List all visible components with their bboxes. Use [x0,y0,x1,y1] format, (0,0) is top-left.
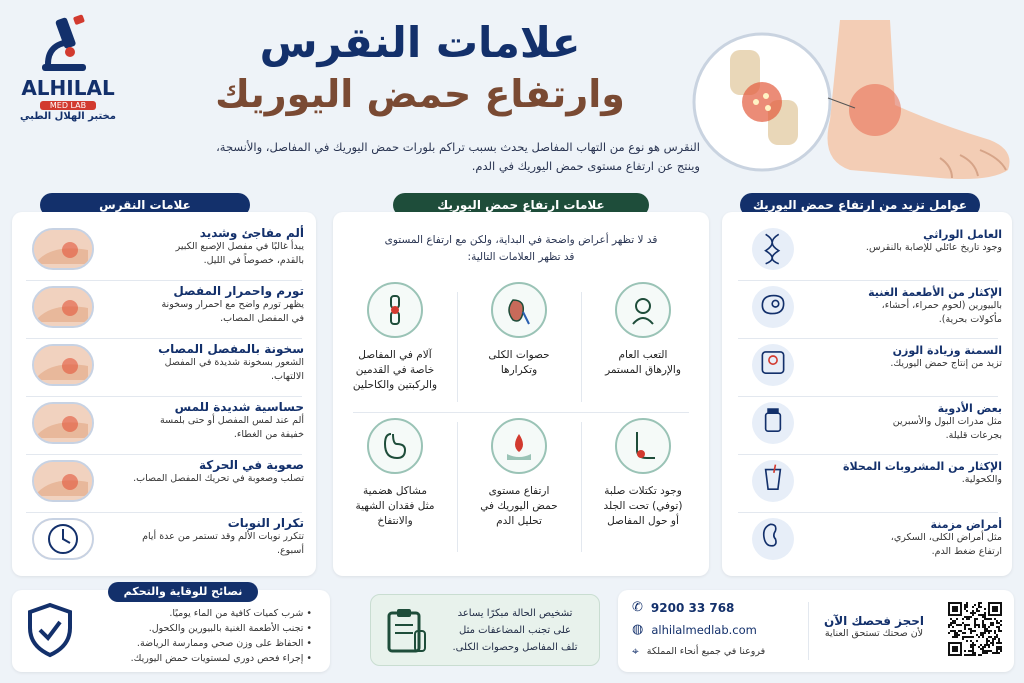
sign-item [581,282,705,412]
website-link[interactable]: alhilalmedlab.com [651,622,757,637]
factor-title: أمراض مزمنة [930,518,1002,531]
factor-desc: تزيد من إنتاج حمض اليوريك. [890,358,1002,369]
logo-sub: MED LAB [40,101,96,110]
factor-item [722,280,1012,336]
symptom-title: حساسية شديدة للمس [174,400,304,414]
microscope-logo-icon [18,14,118,76]
symptom-item [12,224,316,278]
phone-icon: ✆ [632,600,643,615]
intro-text [60,138,700,176]
fatigue-icon [615,282,671,338]
factor-title: السمنة وزيادة الوزن [892,344,1002,357]
signs-card [333,212,709,576]
symptom-title: سخونة بالمفصل المصاب [158,342,304,356]
factor-title: العامل الوراثي [923,228,1002,241]
sign-item [333,418,457,548]
location-pin-icon: ⌖ [632,644,639,658]
drink-icon [752,460,794,502]
factor-item [722,512,1012,568]
diagnosis-line-1: تشخيص الحالة مبكرًا يساعد [457,608,573,619]
clock-icon [32,518,94,560]
symptom-item [12,398,316,452]
logo-arabic: مختبر الهلال الطبي [20,111,116,122]
symptom-desc: يبدأ غالبًا في مفصل الإصبع الكبير [175,241,304,252]
prevention-item: • إجراء فحص دوري لمستويات حمض اليوريك. [130,653,312,664]
factor-title: الإكثار من الأطعمة الغنية [868,286,1002,299]
phone-row[interactable] [632,600,734,615]
sign-label: خاصة في القدمين [355,364,435,376]
sign-label: حمض اليوريك في [480,500,558,512]
symptom-item [12,456,316,510]
sign-label: (توفي) تحت الجلد [603,500,683,512]
prevention-header: نصائح للوقاية والتحكم [108,582,258,602]
kidney-stone-icon [491,282,547,338]
steak-icon [752,286,794,328]
factor-desc: وجود تاريخ عائلي للإصابة بالنقرس. [865,242,1002,253]
factor-desc: والكحولية. [961,474,1002,485]
gout-foot-illustration [690,10,1020,185]
sign-label: آلام في المفاصل [358,349,432,361]
kidney-icon [752,518,794,560]
factor-desc: مثل أمراض الكلى، السكري، [890,532,1002,543]
sign-label: التعب العام [618,349,668,361]
sign-item [457,418,581,548]
diagnosis-line-3: تلف المفاصل وحصوات الكلى. [452,642,578,653]
sign-item [457,282,581,412]
sign-item [333,282,457,412]
factor-desc: بجرعات قليلة. [945,430,1002,441]
factor-desc: بالبيورين (لحوم حمراء، أحشاء، [881,300,1002,311]
symptom-desc: أسبوع. [276,545,304,556]
factor-item [722,338,1012,394]
foot-photo [32,286,94,328]
sign-label: حصوات الكلى [488,349,550,361]
branches-row [632,644,765,659]
prevention-item: • الحفاظ على وزن صحي وممارسة الرياضة. [136,638,312,649]
symptom-desc: ألم عند لمس المفصل أو حتى بلمسة [160,415,304,426]
web-row[interactable] [632,622,757,637]
sign-label: مشاكل هضمية [363,485,427,497]
logo-brand: ALHILAL [21,76,115,100]
factor-title: الإكثار من المشروبات المحلاة [842,460,1002,473]
foot-photo [32,228,94,270]
symptom-desc: تصلب وصعوبة في تحريك المفصل المصاب. [133,473,304,484]
prevention-item: • شرب كميات كافية من الماء يوميًا. [169,608,312,619]
dna-icon [752,228,794,270]
prevention-card [12,590,330,672]
symptom-desc: تتكرر نوبات الألم وقد تستمر من عدة أيام [142,531,304,542]
sign-label: وتكرارها [500,364,538,376]
prevention-item: • تجنب الأطعمة الغنية بالبيورين والكحول. [148,623,312,634]
branches-text: فروعنا في جميع أنحاء المملكة [646,646,766,657]
sign-item [581,418,705,548]
symptom-desc: يظهر تورم واضح مع احمرار وسخونة [161,299,304,310]
factor-desc: مأكولات بحرية). [938,314,1002,325]
clipboard-test-icon [385,607,429,659]
shield-check-icon [26,602,74,662]
qr-code[interactable] [946,600,1004,658]
pill-bottle-icon [752,402,794,444]
sign-label: أو حول المفاصل [607,515,679,527]
symptom-desc: في المفصل المصاب. [220,313,304,324]
symptom-desc: خفيفة من الغطاء. [233,429,304,440]
symptom-item [12,282,316,336]
symptom-desc: بالقدم، خصوصاً في الليل. [203,255,304,266]
factor-item [722,222,1012,278]
phone-number[interactable]: 9200 33 768 [650,600,735,615]
sign-label: مثل فقدان الشهية [355,500,435,512]
symptom-title: تورم واحمرار المفصل [173,284,304,298]
sign-label: ارتفاع مستوى [488,485,550,497]
foot-photo [32,344,94,386]
blood-drop-icon [491,418,547,474]
factors-card [722,212,1012,576]
symptoms-card [12,212,316,576]
signs-header: علامات ارتفاع حمض اليوريك [393,193,649,217]
sign-label: والركبتين والكاحلين [352,379,438,391]
symptom-title: صعوبة في الحركة [198,458,304,472]
cta-block [814,614,934,639]
page-subtitle: وارتفاع حمض اليوريك [215,72,625,116]
factor-desc: ارتفاع ضغط الدم. [931,546,1002,557]
factors-header: عوامل تزيد من ارتفاع حمض اليوريك [740,193,980,217]
symptom-item [12,514,316,568]
foot-photo [32,402,94,444]
sign-label: تحليل الدم [496,515,542,527]
factor-item [722,454,1012,510]
sign-label: والانتفاخ [377,515,413,527]
symptoms-header: علامات النقرس [40,193,250,217]
signs-intro-2: قد تظهر العلامات التالية: [467,251,575,263]
scale-icon [752,344,794,386]
tophi-foot-icon [615,418,671,474]
symptom-title: ألم مفاجئ وشديد [199,226,304,240]
foot-photo [32,460,94,502]
intro-line-2: وينتج عن ارتفاع مستوى حمض اليوريك في الدم. [471,159,700,173]
factor-title: بعض الأدوية [937,402,1002,415]
sign-label: وجود تكتلات صلبة [604,485,682,497]
logo [18,14,118,122]
symptom-desc: الالتهاب. [270,371,304,382]
cta-title[interactable]: احجز فحصك الآن [823,614,925,628]
symptom-title: تكرار النوبات [227,516,304,530]
factor-desc: مثل مدرات البول والأسبرين [892,416,1002,427]
cta-subtitle: لأن صحتك تستحق العناية [824,628,924,639]
factor-item [722,396,1012,452]
page-title: علامات النقرس [259,18,581,67]
symptom-desc: الشعور بسخونة شديدة في المفصل [164,357,304,368]
diagnosis-line-2: على تجنب المضاعفات مثل [459,625,571,636]
contact-card [618,590,1014,672]
globe-icon: ◍ [632,622,644,637]
sign-label: والإرهاق المستمر [605,364,681,376]
signs-intro-1: قد لا تظهر أعراض واضحة في البداية، ولكن مع ارتفاع المستوى [384,234,658,246]
stomach-icon [367,418,423,474]
symptom-item [12,340,316,394]
diagnosis-card [370,594,600,666]
joint-pain-icon [367,282,423,338]
intro-line-1: النقرس هو نوع من التهاب المفاصل يحدث بسبب تراكم بلورات حمض اليوريك في المفاصل، والأنسجة، [216,140,700,154]
